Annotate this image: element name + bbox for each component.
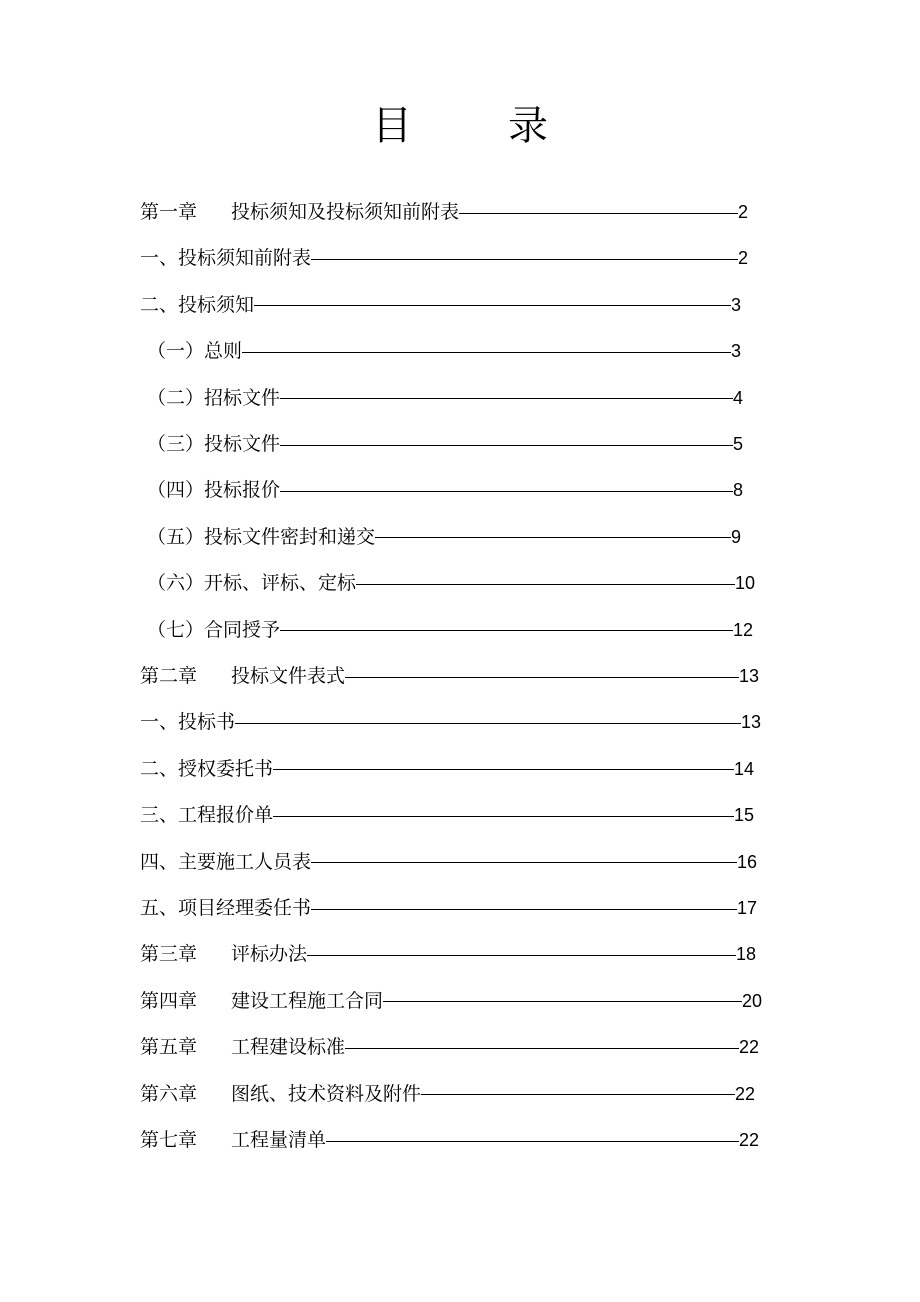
toc-entry[interactable] xyxy=(140,1080,755,1108)
toc-entry[interactable] xyxy=(140,523,741,551)
toc-entry-page-number: 20 xyxy=(741,990,762,1011)
toc-entry[interactable] xyxy=(140,1126,759,1154)
toc-leader-line xyxy=(242,352,731,353)
toc-entry-title: 图纸、技术资料及附件 xyxy=(231,1082,422,1105)
title-char-1: 目 xyxy=(372,103,412,149)
toc-entry-label: 三、工程报价单 xyxy=(140,804,274,827)
toc-leader-line xyxy=(421,1094,735,1095)
toc-entry[interactable] xyxy=(140,1033,759,1061)
toc-entry-label: 二、授权委托书 xyxy=(140,757,274,780)
toc-leader-line xyxy=(235,723,741,724)
toc-entry[interactable] xyxy=(140,616,753,644)
toc-entry-label: （五）投标文件密封和递交 xyxy=(147,525,376,548)
toc-entry-page-number: 13 xyxy=(738,666,759,686)
toc-entry[interactable] xyxy=(140,430,743,458)
toc-entry-label: 五、项目经理委任书 xyxy=(140,897,312,919)
toc-entry-page-number: 8 xyxy=(732,480,743,501)
toc-entry-title: 投标文件表式 xyxy=(231,665,346,687)
toc-entry[interactable] xyxy=(140,940,756,968)
toc-entry[interactable] xyxy=(140,894,757,922)
toc-leader-line xyxy=(254,305,731,306)
title-char-2: 录 xyxy=(508,103,548,149)
toc-entry-page-number: 3 xyxy=(730,341,741,362)
toc-entry-page-number: 13 xyxy=(740,712,761,733)
toc-entry[interactable] xyxy=(140,569,755,597)
toc-entry-label: （三）投标文件 xyxy=(147,433,281,455)
toc-leader-line xyxy=(280,398,733,399)
toc-entry[interactable] xyxy=(140,476,743,504)
toc-entry-title: 工程建设标准 xyxy=(231,1036,346,1059)
toc-entry-label: （二）招标文件 xyxy=(147,386,281,409)
toc-entry-label: （七）合同授予 xyxy=(147,618,281,641)
toc-leader-line xyxy=(345,677,739,678)
toc-entry[interactable] xyxy=(140,662,759,690)
toc-entry-label: 第四章 xyxy=(140,989,198,1012)
toc-entry-label: 第二章 xyxy=(140,665,198,687)
toc-entry-page-number: 22 xyxy=(734,1083,755,1104)
toc-entry-label: 一、投标须知前附表 xyxy=(140,247,312,270)
toc-leader-line xyxy=(345,1048,739,1049)
toc-entry[interactable] xyxy=(140,708,761,736)
toc-entry-label: 第五章 xyxy=(140,1036,198,1059)
toc-entry-label: 第三章 xyxy=(140,943,198,966)
toc-entry-label: 四、主要施工人员表 xyxy=(140,850,312,873)
toc-entry-label: 一、投标书 xyxy=(140,711,236,734)
toc-leader-line xyxy=(459,213,738,214)
toc-entry-label: 二、投标须知 xyxy=(140,293,255,316)
toc-entry-page-number: 2 xyxy=(737,202,748,222)
toc-entry[interactable] xyxy=(140,384,743,412)
toc-entry-page-number: 14 xyxy=(733,758,754,779)
toc-entry[interactable] xyxy=(140,801,754,829)
toc-entry-label: （六）开标、评标、定标 xyxy=(147,572,357,595)
toc-entry-title: 建设工程施工合同 xyxy=(231,989,384,1012)
toc-leader-line xyxy=(375,537,731,538)
toc-leader-line xyxy=(311,909,737,910)
toc-leader-line xyxy=(311,259,738,260)
toc-entry-page-number: 4 xyxy=(732,387,743,408)
toc-leader-line xyxy=(273,769,734,770)
toc-entry-page-number: 3 xyxy=(730,294,741,315)
toc-entry[interactable] xyxy=(140,755,754,783)
toc-entry-title: 投标须知及投标须知前附表 xyxy=(231,201,460,223)
toc-entry-page-number: 12 xyxy=(732,619,753,640)
toc-entry-page-number: 22 xyxy=(738,1037,759,1058)
toc-leader-line xyxy=(311,862,737,863)
toc-entry-label: 第一章 xyxy=(140,201,198,223)
toc-entry-page-number: 15 xyxy=(733,805,754,826)
toc-entry-page-number: 2 xyxy=(737,248,748,269)
toc-leader-line xyxy=(280,491,733,492)
toc-entry[interactable] xyxy=(140,198,748,226)
toc-entry-page-number: 22 xyxy=(738,1130,759,1150)
toc-entry[interactable] xyxy=(140,291,741,319)
toc-entry-page-number: 10 xyxy=(734,573,755,594)
toc-entry-label: 第七章 xyxy=(140,1129,198,1151)
toc-entry-label: （一）总则 xyxy=(147,340,243,363)
toc-entry-page-number: 17 xyxy=(736,898,757,918)
toc-leader-line xyxy=(383,1001,742,1002)
toc-leader-line xyxy=(273,816,734,817)
toc-leader-line xyxy=(307,955,736,956)
toc-entry[interactable] xyxy=(140,337,741,365)
toc-entry-page-number: 5 xyxy=(732,434,743,454)
toc-entry-page-number: 16 xyxy=(736,851,757,872)
toc-entry-title: 工程量清单 xyxy=(231,1129,327,1151)
toc-entry-page-number: 18 xyxy=(735,944,756,965)
toc-leader-line xyxy=(356,584,735,585)
toc-leader-line xyxy=(280,630,733,631)
toc-entry-title: 评标办法 xyxy=(231,943,308,966)
toc-entry-label: 第六章 xyxy=(140,1082,198,1105)
toc-entry[interactable] xyxy=(140,987,762,1015)
toc-entry-label: （四）投标报价 xyxy=(147,479,281,502)
toc-entry[interactable] xyxy=(140,848,757,876)
toc-leader-line xyxy=(326,1141,739,1142)
toc-leader-line xyxy=(280,445,733,446)
toc-entry[interactable] xyxy=(140,244,748,272)
toc-entry-page-number: 9 xyxy=(730,526,741,547)
